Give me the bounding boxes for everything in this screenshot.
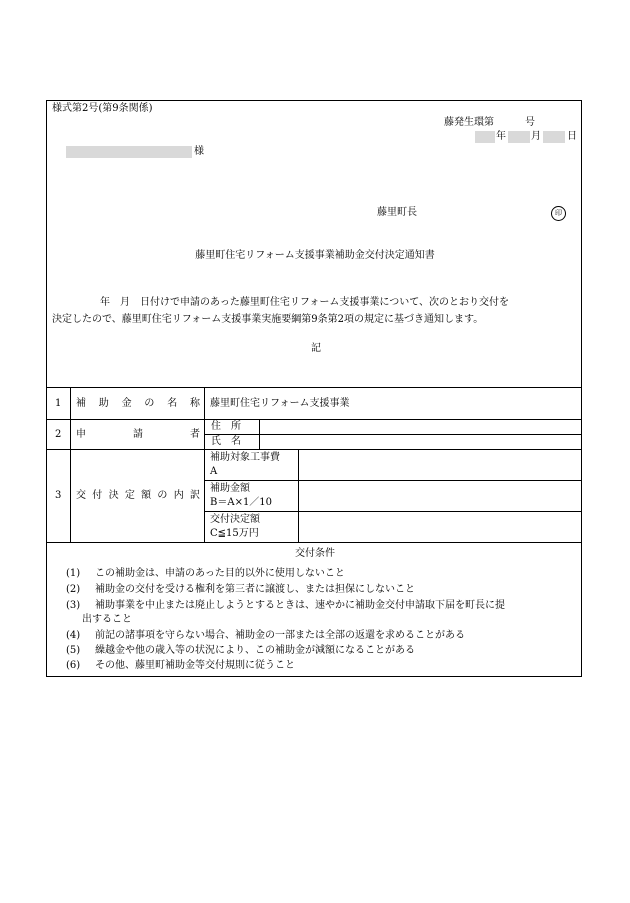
name-label: 氏 名 <box>211 436 241 447</box>
condition-4-number: (4) <box>66 630 81 641</box>
condition-1-text: この補助金は、申請のあった目的以外に使用しないこと <box>95 568 345 579</box>
breakdown-item2-line1: 補助金額 <box>210 483 250 494</box>
ki-label: 記 <box>311 343 321 354</box>
address-label: 住 所 <box>211 421 241 432</box>
seal-mark: 印 <box>551 206 566 221</box>
row1-label: 補助金の名称 <box>76 398 200 409</box>
applicant-split-line <box>204 434 582 435</box>
row2-number: 2 <box>55 429 62 440</box>
issuer-name: 藤里町長 <box>377 207 417 218</box>
conditions-title: 交付条件 <box>295 548 335 559</box>
condition-3-text: 補助事業を中止または廃止しようとするときは、速やかに補助金交付申請取下届を町長に提 <box>95 600 505 611</box>
table-vline-label <box>204 387 205 542</box>
condition-5-text: 繰越金や他の歳入等の状況により、この補助金が減額になることがある <box>95 645 415 656</box>
breakdown-item1-line1: 補助対象工事費 <box>210 452 280 463</box>
row3-label: 交付決定額の内訳 <box>76 490 200 501</box>
condition-3-number: (3) <box>66 600 81 611</box>
date-year-blank <box>475 131 495 143</box>
date-month-blank <box>508 131 530 143</box>
table-vline-breakdown <box>298 449 299 542</box>
breakdown-split-1 <box>204 480 582 481</box>
row1-number: 1 <box>55 398 62 409</box>
condition-6-text: その他、藤里町補助金等交付規則に従うこと <box>95 660 295 671</box>
breakdown-item3-line2: C≦15万円 <box>210 528 259 539</box>
table-top-line <box>46 387 582 388</box>
date-year-label: 年 <box>496 131 506 142</box>
breakdown-item3-line1: 交付決定額 <box>210 514 260 525</box>
condition-2-text: 補助金の交付を受ける権利を第三者に譲渡し、または担保にしないこと <box>95 584 415 595</box>
date-month-label: 月 <box>531 131 541 142</box>
row3-number: 3 <box>55 490 62 501</box>
breakdown-item1-line2: A <box>210 466 218 477</box>
body-line-1: 年 月 日付けで申請のあった藤里町住宅リフォーム支援事業について、次のとおり交付を <box>100 297 509 308</box>
table-vline-no <box>70 387 71 542</box>
condition-4-text: 前記の諸事項を守らない場合、補助金の一部または全部の返還を求めることがある <box>95 630 465 641</box>
addressee-blank <box>66 146 192 158</box>
row1-value: 藤里町住宅リフォーム支援事業 <box>210 398 350 409</box>
table-row1-line <box>46 419 582 420</box>
row2-label: 申請者 <box>76 429 200 440</box>
body-line-2: 決定したので、藤里町住宅リフォーム支援事業実施要綱第9条第2項の規定に基づき通知します。 <box>52 314 484 325</box>
condition-2-number: (2) <box>66 584 81 595</box>
document-title: 藤里町住宅リフォーム支援事業補助金交付決定通知書 <box>195 250 435 261</box>
form-label: 様式第2号(第9条関係) <box>52 103 153 114</box>
addressee-suffix: 様 <box>194 146 204 157</box>
condition-1-number: (1) <box>66 568 81 579</box>
table-bottom-line <box>46 542 582 543</box>
date-day-blank <box>543 131 565 143</box>
table-row2-line <box>46 449 582 450</box>
breakdown-split-2 <box>204 511 582 512</box>
doc-number-prefix: 藤発生環第 <box>444 117 494 128</box>
doc-number-suffix: 号 <box>525 117 535 128</box>
condition-5-number: (5) <box>66 645 81 656</box>
date-day-label: 日 <box>567 131 577 142</box>
condition-6-number: (6) <box>66 660 81 671</box>
breakdown-item2-line2: B＝A×1／10 <box>210 497 273 508</box>
condition-3-text-continued: 出すること <box>82 614 132 625</box>
